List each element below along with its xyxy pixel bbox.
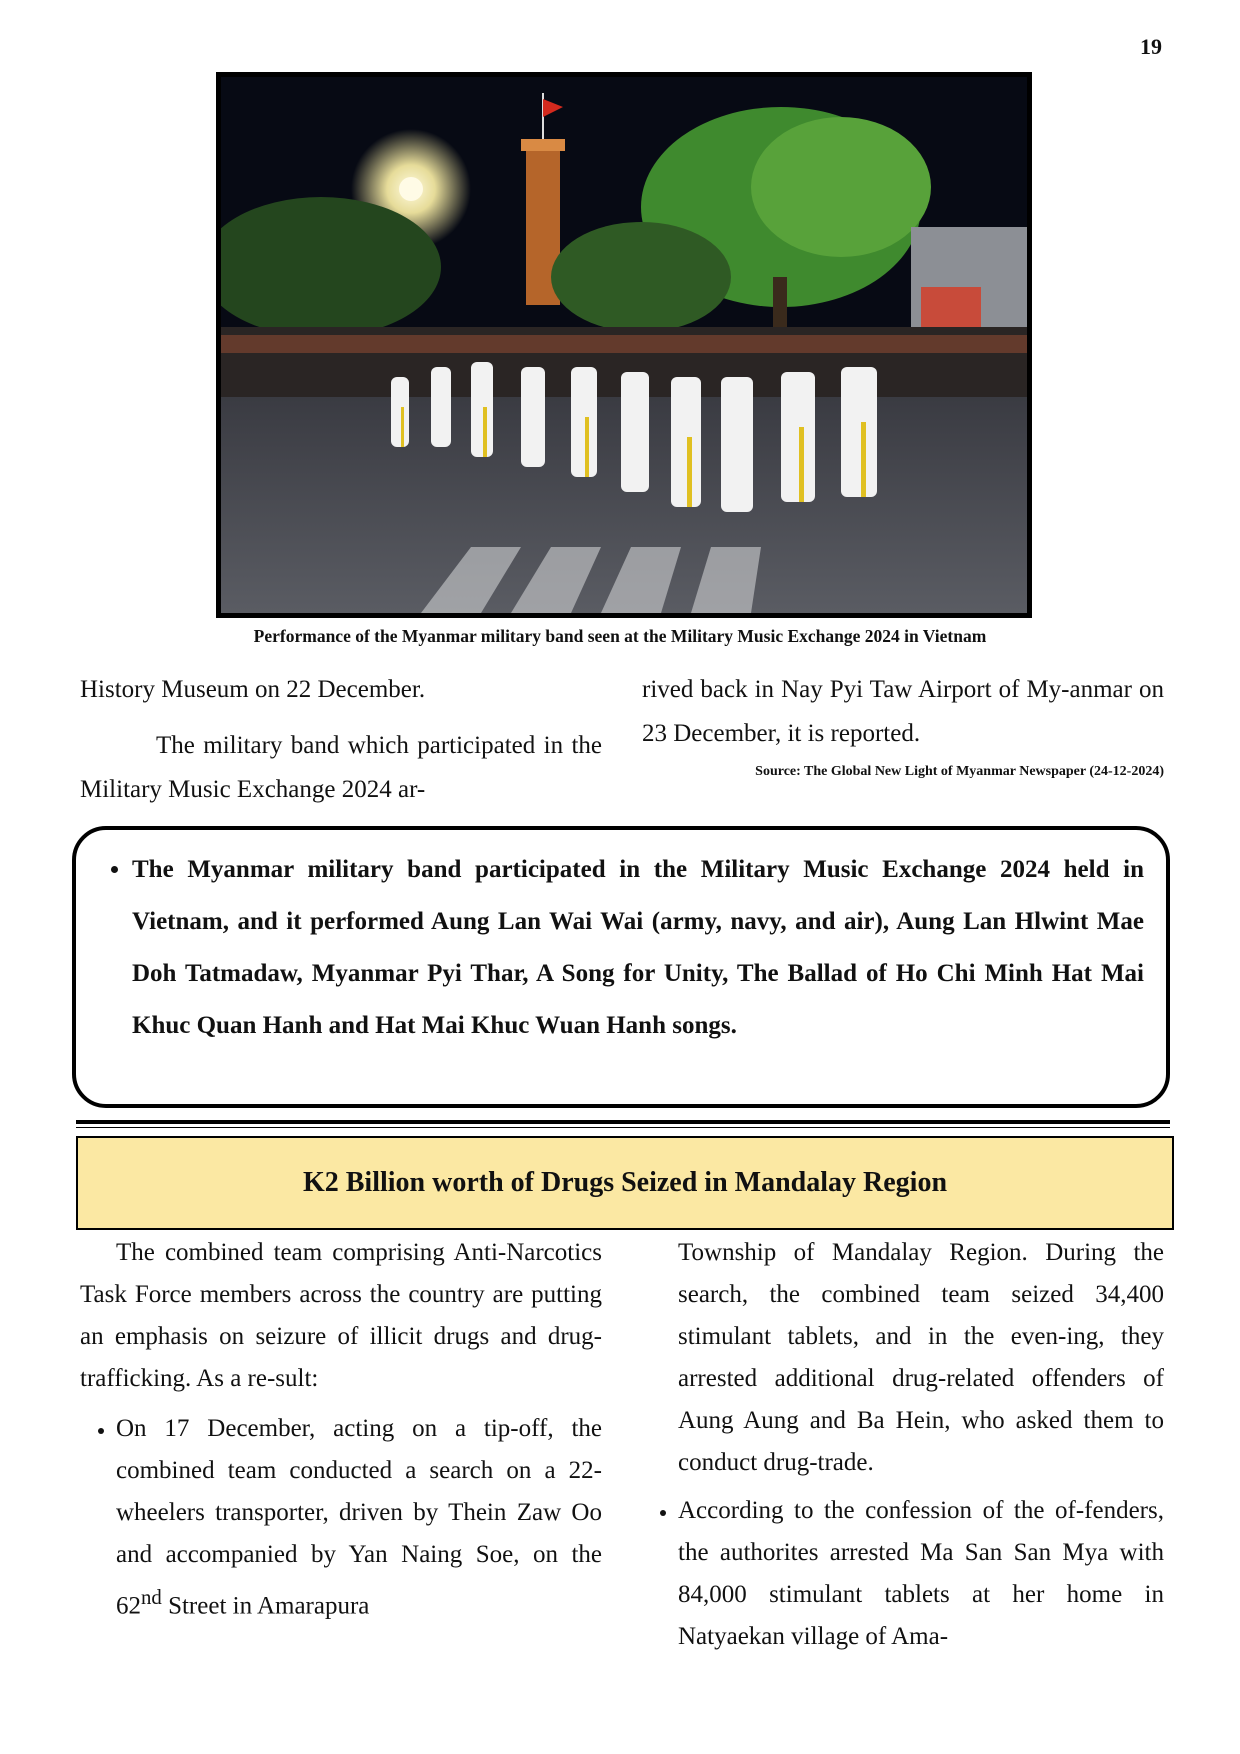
article1-left-p1: History Museum on 22 December. [80,676,426,703]
article1-right-column [642,668,1164,782]
photo-caption: Performance of the Myanmar military band seen at the Military Music Exchange 2024 in Vietnam [253,626,987,646]
article1-left-column [80,668,602,812]
photo-illustration [221,77,1027,613]
bullet1-text-a: On 17 December, acting on a tip-off, the combined team conducted a search on a 22-wheelers transporter, driven by Thein Zaw Oo and accompanied by Yan Naing Soe, on the 62 [116,1415,602,1620]
bullet1-superscript: nd [141,1585,162,1609]
article2-bullet-1 [116,1408,602,1627]
article1-right-p1: rived back in Nay Pyi Taw Airport of My-anmar on 23 December, it is reported. [642,676,1164,747]
article2-left-column [80,1232,602,1627]
summary-box [72,826,1170,1108]
article2-intro: The combined team comprising Anti-Narcotics Task Force members across the country are putting an emphasis on seizure of illicit drugs and drug-trafficking. As a re-sult: [80,1239,602,1392]
bullet1-text-b: Street in Amarapura [161,1592,370,1620]
article2-headline: K2 Billion worth of Drugs Seized in Mandalay Region [76,1136,1174,1230]
article2-right-column [640,1232,1164,1658]
article2-right-p1: Township of Mandalay Region. During the search, the combined team seized 34,400 stimulant tablets, and in the even-ing, they arrested additional drug-related offenders of Aung Aung and Ba Hein, who asked them to conduct drug-trade. [678,1239,1164,1476]
summary-bullet: • The Myanmar military band participated in the Military Music Exchange 2024 held in Vietnam, and it performed Aung Lan Wai Wai (army, navy, and air), Aung Lan Hlwint Mae Doh Tatmadaw, Myanmar Pyi Thar, A Song for Unity, The Ballad of Ho Chi Minh Hat Mai Khuc Quan Hanh and Hat Mai Khuc Wuan Hanh songs. [132,844,1144,1052]
article1-left-p2: The military band which participated in the Military Music Exchange 2024 ar- [80,732,602,803]
page-number: 19 [1140,34,1162,59]
section-divider [76,1120,1170,1128]
band-performance-photo [216,72,1032,618]
source-citation: Source: The Global New Light of Myanmar Newspaper (24-12-2024) [755,764,1164,779]
article2-bullet-2: • According to the confession of the of-fenders, the authorites arrested Ma San San Mya with 84,000 stimulant tablets at her home in Natyaekan village of Ama- [678,1490,1164,1658]
